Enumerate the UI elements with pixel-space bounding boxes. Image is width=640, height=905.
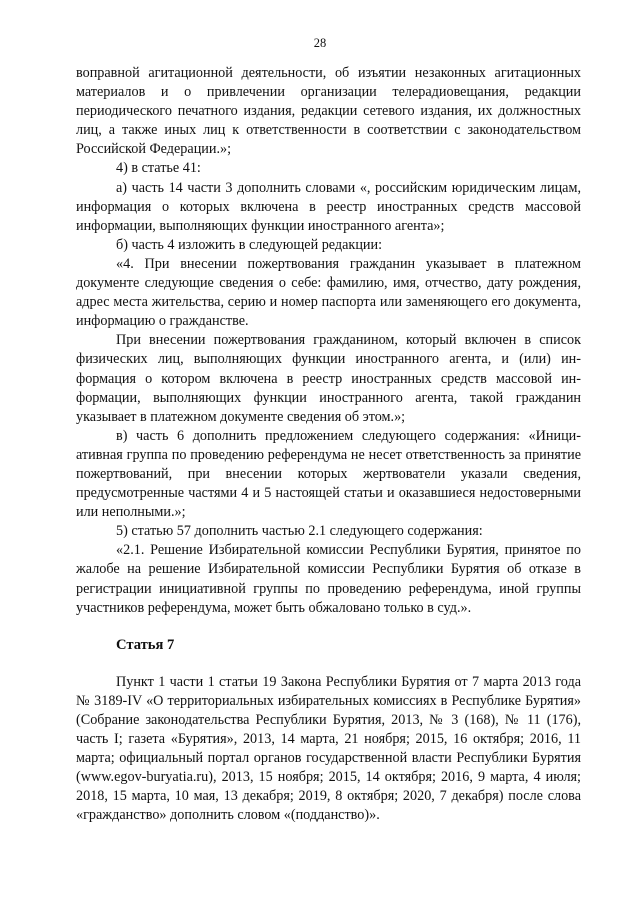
paragraph: Пункт 1 части 1 статьи 19 Закона Республики Бурятия от 7 марта 2013 года № 3189-IV «О территориальных избирательных комиссиях в Республике Бурятия» (Собрание законодательства Республики Бурятия, 2013, № 3 (168), № 11 (176), часть I; газета «Бурятия», 2013, 14 марта, 21 ноября; 2015, 16 октября; 2016, 11 марта; официальный портал органов государственной власти Республики Бурятия (www.egov-buryatia.ru), 2013, 15 ноября; 2015, 14 октября; 2016, 9 марта, 4 июля; 2018, 15 марта, 10 мая, 13 декабря; 2019, 8 октября; 2020, 7 декабря) после слова «гражданство» дополнить словом «(подданство)». bbox=[76, 673, 581, 824]
paragraph: в) часть 6 дополнить предложением следующего содержания: «Инициативная группа по проведению референдума не несет ответственность за принятие пожертвований, при внесении которых жертвователи указали сведения, предусмотренные частями 4 и 5 настоящей статьи и оказавшиеся недостоверными или неполными.»; bbox=[76, 427, 581, 521]
paragraph: а) часть 14 части 3 дополнить словами «, российским юридическим лицам, информация о которых включена в реестр иностранных средств массовой информации, выполняющих функции иностранного агента»; bbox=[76, 179, 581, 234]
document-body bbox=[76, 64, 581, 826]
paragraph: «2.1. Решение Избирательной комиссии Республики Бурятия, принятое по жалобе на решение Избирательной комиссии Республики Бурятия об отказе в регистрации инициативной группы по проведению референдума, иной группы участников референдума, может быть обжаловано только в суд.». bbox=[76, 542, 581, 616]
paragraph: б) часть 4 изложить в следующей редакции: bbox=[116, 236, 383, 253]
paragraph: 5) статью 57 дополнить частью 2.1 следующего содержания: bbox=[116, 523, 483, 540]
paragraph: 4) в статье 41: bbox=[116, 160, 201, 177]
page-number: 28 bbox=[313, 36, 327, 50]
paragraph: При внесении пожертвования гражданином, который включен в список физических лиц, выполняющих функции иностранного агента, и (или) информация о котором включена в реестр иностранных средств массовой информации, выполняющих функции иностранного агента, такой гражданин указывает в платежном документе сведения об этом.»; bbox=[76, 332, 581, 425]
article-heading: Статья 7 bbox=[116, 636, 175, 653]
paragraph: «4. При внесении пожертвования гражданин указывает в платежном документе следующие сведения о себе: фамилию, имя, отчество, дату рождения, адрес места жительства, серию и номер паспорта или заменяющего его документа, информацию о гражданстве. bbox=[76, 255, 581, 330]
paragraph: воправной агитационной деятельности, об изъятии незаконных агитационных материалов и о привлечении организации телерадиовещания, редакции периодического печатного издания, редакции сетевого издания, их должностных лиц, а также иных лиц к ответственности в соответствии с законодательством Российской Федерации.»; bbox=[76, 65, 581, 158]
